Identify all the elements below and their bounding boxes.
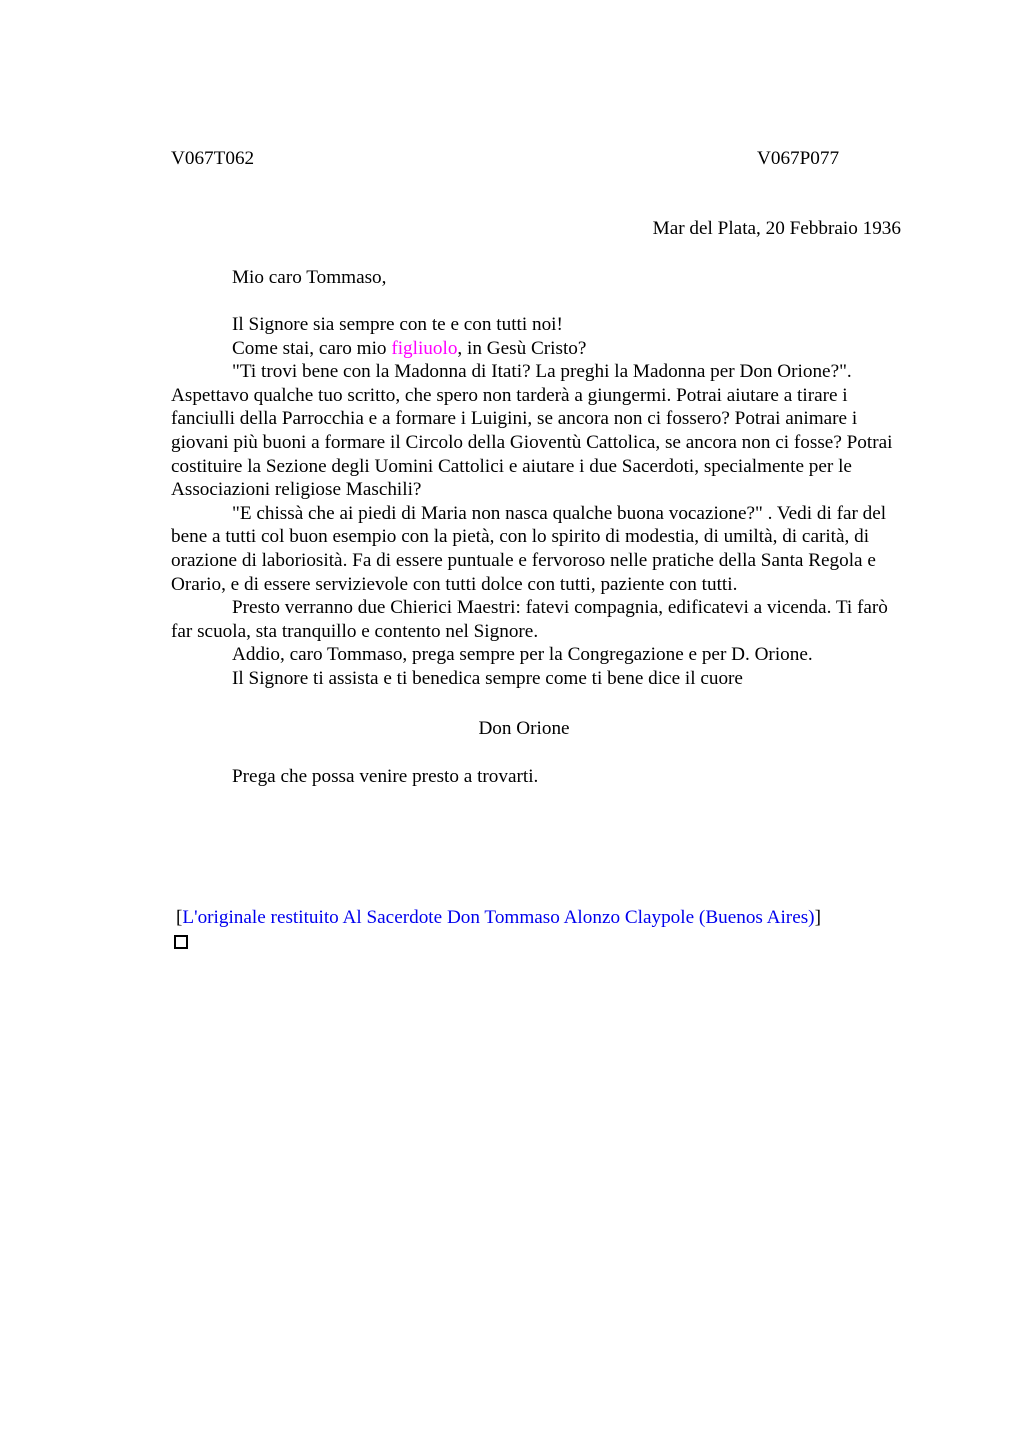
square-box-icon <box>174 935 188 949</box>
paragraph-vocation: "E chissà che ai piedi di Maria non nasca qualche buona vocazione?" . Vedi di far del bene a tutti col buon esempio con la pietà, con lo spirito di modestia, di umiltà, di carità, di orazione di laboriosità. Fa di essere puntuale e fervoroso nelle pratiche della Santa Regola e Orario, e di essere servizievole con tutti dolce con tutti, paziente con tutti. <box>171 502 887 595</box>
paragraph-clerics: Presto verranno due Chierici Maestri: fatevi compagnia, edificatevi a vicenda. Ti farò far scuola, sta tranquillo e contento nel Signore. <box>171 597 888 642</box>
archive-note <box>176 906 821 929</box>
document-code-left: V067T062 <box>171 148 255 169</box>
highlighted-word: figliuolo <box>391 337 458 359</box>
letter-salutation: Mio caro Tommaso, <box>232 267 387 288</box>
paragraph-how-are-you-start: Come stai, caro mio <box>232 337 392 359</box>
letter-postscript: Prega che possa venire presto a trovarti. <box>232 766 539 787</box>
paragraph-madonna: "Ti trovi bene con la Madonna di Itati? La preghi la Madonna per Don Orione?". Aspettavo qualche tuo scritto, che spero non tarderà a giungermi. Potrai aiutare a tirare i fanciulli della Parrocchia e a formare i Luigini, se ancora non ci fossero? Potrai animare i giovani più buoni a formare il Circolo della Gioventù Cattolica, se ancora non ci fosse? Potrai costituire la Sezione degli Uomini Cattolici e aiutare i due Sacerdoti, specialmente per le Associazioni religiose Maschili? <box>171 361 893 501</box>
paragraph-farewell: Addio, caro Tommaso, prega sempre per la Congregazione e per D. Orione. <box>232 644 813 666</box>
note-open-bracket: [ <box>176 907 183 928</box>
paragraph-greeting: Il Signore sia sempre con te e con tutti noi! <box>232 314 563 335</box>
paragraph-blessing: Il Signore ti assista e ti benedica sempre come ti bene dice il cuore <box>232 667 743 689</box>
letter-body <box>171 313 913 691</box>
letter-signature: Don Orione <box>478 718 570 739</box>
document-code-right: V067P077 <box>757 148 840 169</box>
paragraph-how-are-you-end: , in Gesù Cristo? <box>457 337 587 359</box>
letter-date: Mar del Plata, 20 Febbraio 1936 <box>652 218 901 239</box>
note-link[interactable]: L'originale restituito Al Sacerdote Don Tommaso Alonzo Claypole (Buenos Aires) <box>182 907 815 928</box>
paragraph-how-are-you <box>171 337 913 361</box>
note-close-bracket: ] <box>814 907 821 928</box>
